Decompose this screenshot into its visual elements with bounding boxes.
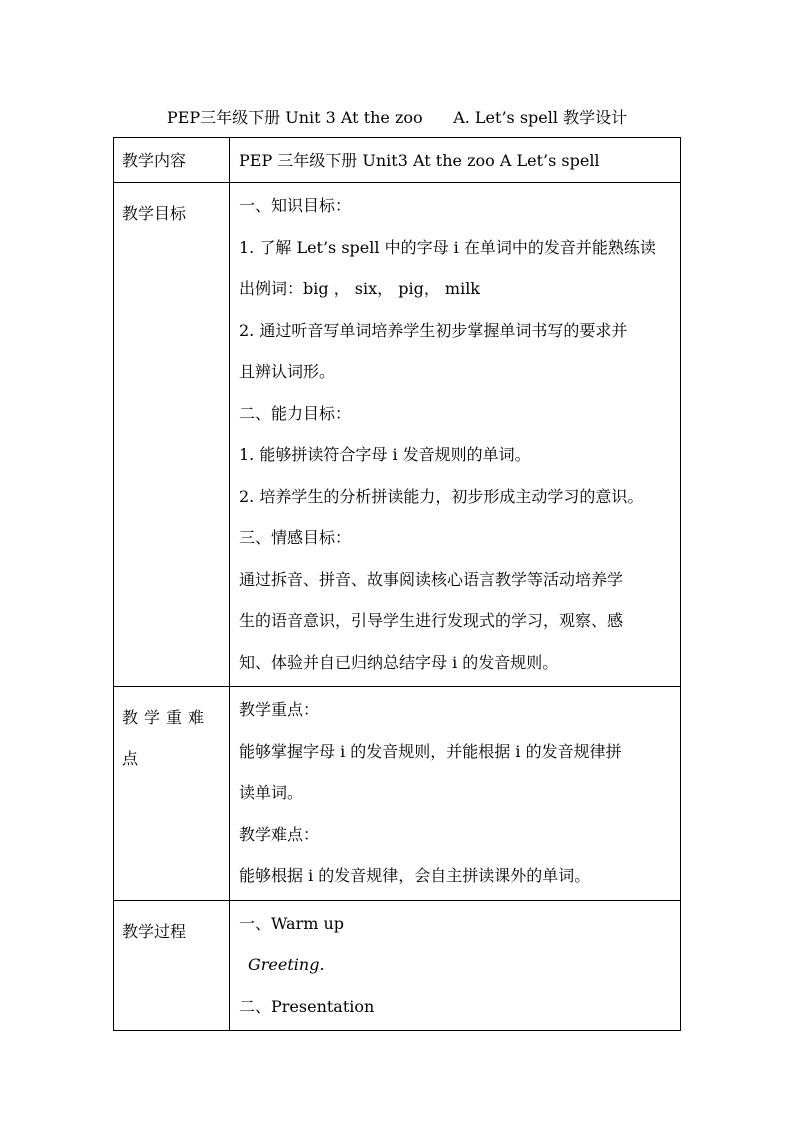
table-row-process xyxy=(114,900,681,1031)
process-line: 一、Warm up xyxy=(239,913,345,933)
objective-line: 生的语音意识，引导学生进行发现式的学习，观察、感 xyxy=(239,611,624,630)
table-row-key-difficult-points xyxy=(114,687,681,901)
key-point-line: 教学重点： xyxy=(239,700,320,719)
key-point-line: 读单词。 xyxy=(239,783,304,802)
objective-line: 二、能力目标： xyxy=(239,403,352,423)
key-point-line: 能够根据 i 的发音规律，会自主拼读课外的单词。 xyxy=(239,866,591,885)
objective-line: 知、体验并自已归纳总结字母 i 的发音规则。 xyxy=(239,652,559,672)
row-label-objectives: 教学目标 xyxy=(114,183,230,687)
table-row-objectives xyxy=(114,183,681,687)
objective-line: 一、知识目标： xyxy=(239,196,352,215)
key-point-line: 能够掌握字母 i 的发音规则，并能根据 i 的发音规律拼 xyxy=(239,741,622,761)
lesson-plan-table xyxy=(113,137,681,1031)
objective-line: 2. 培养学生的分析拼读能力，初步形成主动学习的意识。 xyxy=(239,486,644,506)
row-label-content: 教学内容 xyxy=(114,138,230,183)
row-label-process: 教学过程 xyxy=(114,900,230,1031)
objective-line: 2. 通过听音写单词培养学生初步掌握单词书写的要求并 xyxy=(239,320,628,340)
row-value-objectives xyxy=(230,183,681,687)
row-value-process xyxy=(230,900,681,1031)
key-point-line: 教学难点： xyxy=(239,824,320,844)
objective-line: 通过拆音、拼音、故事阅读核心语言教学等活动培养学 xyxy=(239,569,624,589)
process-line: 二、Presentation xyxy=(239,996,375,1016)
row-value-content: PEP 三年级下册 Unit3 At the zoo A Let’s spell xyxy=(230,138,681,183)
objective-line: 出例词：big ， six， pig， milk xyxy=(239,279,481,298)
objective-line: 三、情感目标： xyxy=(239,528,352,547)
process-line: Greeting. xyxy=(248,955,325,974)
objective-line: 1. 了解 Let’s spell 中的字母 i 在单词中的发音并能熟练读 xyxy=(239,237,656,257)
objective-line: 且辨认词形。 xyxy=(239,362,336,381)
row-value-key-difficult-points xyxy=(230,687,681,901)
document-title: PEP三年级下册 Unit 3 At the zoo A. Let’s spell 教学设计 xyxy=(166,108,628,127)
table-row-content xyxy=(114,138,681,183)
objective-line: 1. 能够拼读符合字母 i 发音规则的单词。 xyxy=(239,445,531,464)
row-label-key-difficult-points: 教学重难点 xyxy=(114,687,230,901)
